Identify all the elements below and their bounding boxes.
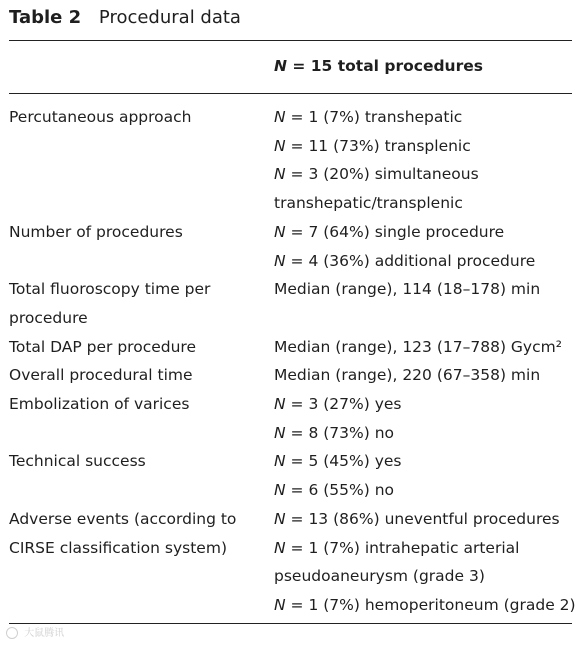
row-value-line: Median (range), 114 (18–178) min <box>274 280 541 299</box>
row-label: Percutaneous approach <box>9 108 192 126</box>
row-value-line: N = 5 (45%) yes <box>274 452 402 471</box>
row-value-line: N = 3 (20%) simultaneous <box>274 165 479 184</box>
row-value-line: Median (range), 123 (17–788) Gycm² <box>274 337 562 356</box>
row-values <box>274 505 576 620</box>
row-value-line: Median (range), 220 (67–358) min <box>274 366 541 385</box>
row-values <box>274 103 572 218</box>
row-label: Overall procedural time <box>9 366 193 385</box>
table-caption <box>9 6 572 34</box>
row-value-line: transhepatic/transplenic <box>274 194 463 213</box>
table-row <box>9 333 572 362</box>
watermark-logo-icon <box>6 627 18 639</box>
row-values <box>274 218 572 275</box>
watermark <box>6 624 64 639</box>
row-value-line: N = 13 (86%) uneventful procedures <box>274 509 560 528</box>
row-value-line: N = 7 (64%) single procedure <box>274 222 505 241</box>
row-label: Number of procedures <box>9 222 183 241</box>
table-row <box>9 103 572 218</box>
table-title: Procedural data <box>98 7 241 28</box>
row-value-line: N = 6 (55%) no <box>274 481 395 500</box>
row-values <box>274 447 572 504</box>
row-values <box>274 361 572 390</box>
row-label: Technical success <box>9 452 146 471</box>
procedural-data-table <box>9 6 576 624</box>
row-value-line: N = 4 (36%) additional procedure <box>274 251 536 270</box>
table-row <box>9 218 572 275</box>
row-values <box>274 390 572 447</box>
row-label: Total fluoroscopy time per procedure <box>9 280 211 327</box>
row-values <box>274 275 572 332</box>
table-body <box>9 94 576 620</box>
row-value-line: pseudoaneurysm (grade 3) <box>274 567 485 586</box>
table-row <box>9 505 576 620</box>
row-value-line: N = 8 (73%) no <box>274 423 395 442</box>
row-label: Total DAP per procedure <box>9 337 196 356</box>
row-values <box>274 333 572 362</box>
row-value-line: N = 1 (7%) intrahepatic arterial <box>274 538 520 557</box>
row-label: Embolization of varices <box>9 395 190 414</box>
table-row <box>9 390 572 447</box>
row-value-line: N = 3 (27%) yes <box>274 395 402 414</box>
row-value-line: N = 1 (7%) transhepatic <box>274 108 463 126</box>
column-header-total-procedures: N = 15 total procedures <box>274 57 483 75</box>
row-value-line: N = 11 (73%) transplenic <box>274 136 471 155</box>
table-row <box>9 275 572 332</box>
header-row <box>9 41 572 93</box>
table-number: Table 2 <box>9 7 82 28</box>
row-label: Adverse events (according to CIRSE classification system) <box>9 509 237 557</box>
watermark-text: 大鼠腾讯 <box>24 628 65 639</box>
table-row <box>9 361 572 390</box>
row-value-line: N = 1 (7%) hemoperitoneum (grade 2) <box>274 595 576 614</box>
bottom-rule <box>9 623 572 624</box>
table-row <box>9 447 572 504</box>
